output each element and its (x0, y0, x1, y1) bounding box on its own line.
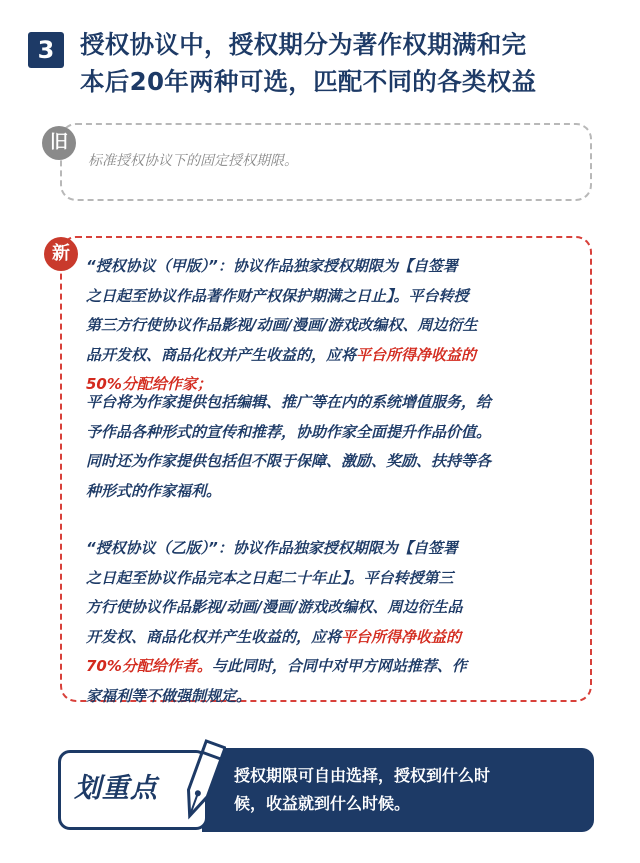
key-point-text: 授权期限可自由选择，授权到什么时 候，收益就到什么时候。 (234, 766, 491, 813)
key-point-label: 划重点 (74, 773, 158, 804)
section-number-badge: 3 (28, 32, 64, 68)
pen-icon (178, 734, 226, 830)
agreement-b-paragraph: “授权协议（乙版）”：协议作品独家授权期限为【自签署 之日起至协议作品完本之日起二十年止】。平台转授第三 方行使协议作品影视/动画/漫画/游戏改编权、周边衍生品 开发权、商品化权并产生收益的，应将平台所得净收益的 70%分配给作者。与此同时，合同中对甲方网站推荐、作 家福利等不做强制规定。 (86, 539, 467, 705)
agreement-a-paragraph: “授权协议（甲版）”：协议作品独家授权期限为【自签署 之日起至协议作品著作财产权保护期满之日止】。平台转授 第三方行使协议作品影视/动画/漫画/游戏改编权、周边衍生 品开发权、商品化权并产生收益的，应将平台所得净收益的 50%分配给作家； (86, 252, 570, 400)
old-terms-text: 标准授权协议下的固定授权期限。 (88, 153, 298, 169)
old-badge: 旧 (42, 126, 76, 160)
agreement-a-highlight: 平台所得净收益的 (356, 345, 477, 364)
title-line-1: 授权协议中，授权期分为著作权期满和完 (80, 30, 527, 59)
agreement-a-share: 50%分配给作家； (86, 375, 212, 393)
section-header (28, 26, 618, 100)
section-title (80, 26, 618, 100)
new-badge: 新 (44, 237, 78, 271)
agreement-a-label: “授权协议（甲版）”： (86, 257, 233, 275)
agreement-b-share: 70%分配给作者。 (86, 657, 212, 675)
platform-services-paragraph: 平台将为作家提供包括编辑、推广等在内的系统增值服务，给 予作品各种形式的宣传和推荐，协助作家全面提升作品价值。 同时还为作家提供包括但不限于保障、激励、奖励、扶持等各 种形式的作家福利。 (86, 393, 492, 500)
title-line-2: 本后20年两种可选，匹配不同的各类权益 (80, 67, 537, 96)
agreement-b-label: “授权协议（乙版）”： (86, 539, 233, 557)
agreement-b-highlight: 平台所得净收益的 (341, 627, 462, 646)
